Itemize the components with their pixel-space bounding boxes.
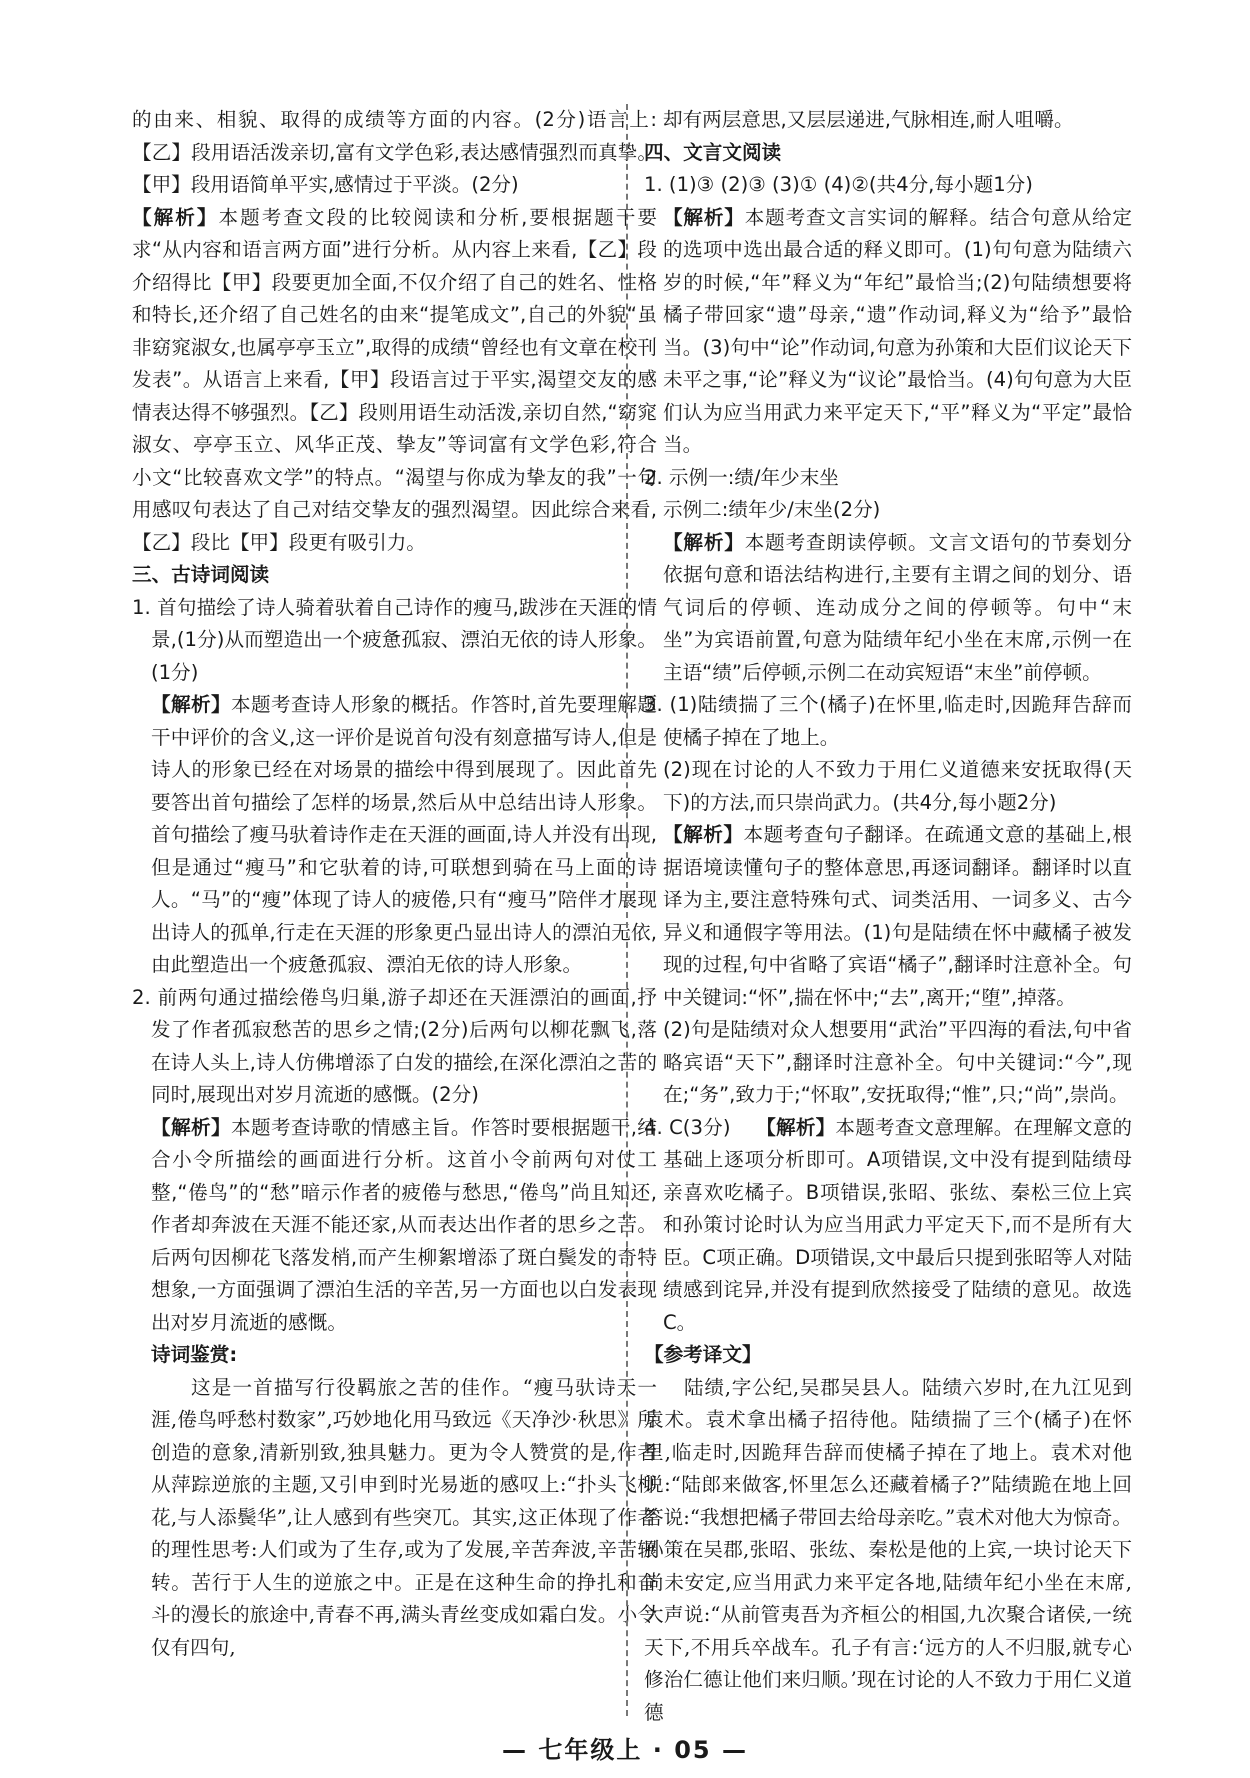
page-footer: — 七年级上 · 05 — (502, 1736, 748, 1764)
analysis-text: 本题考查文言实词的解释。结合句意从给定的选项中选出最合适的释义即可。(1)句句意为陆绩六岁的时候,“年”释义为“年纪”最恰当;(2)句陆绩想要将橘子带回家“遗”母亲,“遗”作动词,释义为“给予”最恰当。(3)句中“论”作动词,句意为孙策和大臣们议论天下未平之事,“论”释义为“议论”最恰当。(4)句句意为大臣们认为应当用武力来平定天下,“平”释义为“平定”最恰当。 (663, 205, 1133, 456)
section-heading-poetry: 三、古诗词阅读 (132, 563, 270, 586)
right-column (644, 104, 1132, 1729)
question-2-answer-b: 示例二:绩年少/末坐(2分) (663, 498, 881, 521)
question-3-analysis-b: (2)句是陆绩对众人想要用“武治”平四海的看法,句中省略宾语“天下”,翻译时注意补全。句中关键词:“今”,现在;“务”,致力于;“怀取”,安抚取得;“惟”,只;“尚”,崇尚。 (663, 1018, 1132, 1106)
question-3-answer-b: (2)现在讨论的人不致力于用仁义道德来安抚取得(天下)的方法,而只崇尚武力。(共4分,每小题2分) (663, 758, 1132, 814)
appreciation-continuation: 却有两层意思,又层层递进,气脉相连,耐人咀嚼。 (663, 108, 1074, 131)
question-3-analysis (644, 819, 1132, 1014)
analysis-label: 【解析】 (663, 205, 745, 229)
question-1-answer: 1. (1)③ (2)③ (3)① (4)②(共4分,每小题1分) (644, 173, 1033, 196)
analysis-text: 本题考查朗读停顿。文言文语句的节奏划分依据句意和语法结构进行,主要有主谓之间的划分、语气词后的停顿、连动成分之间的停顿等。句中“末坐”为宾语前置,句意为陆绩年纪小坐在末席,示例一在主语“绩”后停顿,示例二在动宾短语“末坐”前停顿。 (663, 530, 1133, 684)
question-1-analysis (132, 689, 657, 982)
analysis-text: 本题考查句子翻译。在疏通文意的基础上,根据语境读懂句子的整体意思,再逐词翻译。翻译时以直译为主,要注意特殊句式、词类活用、一词多义、古今异义和通假字等用法。(1)句是陆绩在怀中藏橘子被发现的过程,句中省略了宾语“橘子”,翻译时注意补全。句中关键词:“怀”,揣在怀中;“去”,离开;“堕”,掉落。 (663, 823, 1132, 1009)
answer-text: 4. C(3分) (644, 1115, 731, 1139)
analysis-label: 【解析】 (756, 1115, 836, 1139)
question-1-analysis (644, 202, 1132, 462)
question-3-answer: 3. (1)陆绩揣了三个(橘子)在怀里,临走时,因跪拜告辞而使橘子掉在了地上。 (644, 693, 1132, 749)
section-heading-classical: 四、文言文阅读 (644, 140, 782, 164)
question-2-answer: 2. 示例一:绩/年少末坐 (644, 465, 839, 489)
analysis-label: 【解析】 (663, 823, 744, 846)
question-1-answer: 1. 首句描绘了诗人骑着驮着自己诗作的瘦马,跋涉在天涯的情景,(1分)从而塑造出一个疲惫孤寂、漂泊无依的诗人形象。(1分) (132, 595, 657, 684)
analysis-text: 本题考查文段的比较阅读和分析,要根据题干要求“从内容和语言两方面”进行分析。从内容上来看,【乙】段介绍得比【甲】段要更加全面,不仅介绍了自己的姓名、性格和特长,还介绍了自己姓名的由来“提笔成文”,自己的外貌“虽非窈窕淑女,也属亭亭玉立”,取得的成绩“曾经也有文章在校刊发表”。从语言上来看,【甲】段语言过于平实,渴望交友的感情表达得不够强烈。【乙】段则用语生动活泼,亲切自然,“窈窕淑女、亭亭玉立、风华正茂、挚友”等词富有文学色彩,符合小文“比较喜欢文学”的特点。“渴望与你成为挚友的我”一句用感叹句表达了自己对结交挚友的强烈渴望。因此综合来看,【乙】段比【甲】段更有吸引力。 (132, 205, 658, 554)
column-divider (626, 104, 628, 1716)
analysis-text: 本题考查诗人形象的概括。作答时,首先要理解题干中评价的含义,这一评价是说首句没有刻意描写诗人,但是诗人的形象已经在对场景的描绘中得到展现了。因此首先要答出首句描绘了怎样的场景,然后从中总结出诗人形象。首句描绘了瘦马驮着诗作走在天涯的画面,诗人并没有出现,但是通过“瘦马”和它驮着的诗,可联想到骑在马上面的诗人。“马”的“瘦”体现了诗人的疲倦,只有“瘦马”陪伴才展现出诗人的孤单,行走在天涯的形象更凸显出诗人的漂泊无依,由此塑造出一个疲惫孤寂、漂泊无依的诗人形象。 (151, 693, 657, 976)
answer-text: 的由来、相貌、取得的成绩等方面的内容。(2分)语言上:【乙】段用语活泼亲切,富有文学色彩,表达感情强烈而真挚。【甲】段用语简单平实,感情过于平淡。(2分) (132, 108, 657, 196)
question-2-analysis (132, 1112, 657, 1340)
left-column (132, 104, 657, 1664)
analysis-text: 本题考查文意理解。在理解文意的基础上逐项分析即可。A项错误,文中没有提到陆绩母亲喜欢吃橘子。B项错误,张昭、张纮、秦松三位上宾和孙策讨论时认为应当用武力平定天下,而不是所有大臣。C项正确。D项错误,文中最后只提到张昭等人对陆绩感到诧异,并没有提到欣然接受了陆绩的意见。故选C。 (663, 1115, 1133, 1334)
analysis-label: 【解析】 (132, 205, 219, 229)
analysis-text: 本题考查诗歌的情感主旨。作答时要根据题干,结合小令所描绘的画面进行分析。这首小令前两句对仗工整,“倦鸟”的“愁”暗示作者的疲倦与愁思,“倦鸟”尚且知还,作者却奔波在天涯不能还家,从而表达出作者的思乡之苦。后两句因柳花飞落发梢,而产生柳絮增添了斑白鬓发的奇特想象,一方面强调了漂泊生活的辛苦,另一方面也以白发表现出对岁月流逝的感慨。 (151, 1115, 657, 1334)
analysis-paragraph (132, 202, 657, 560)
reference-translation-title: 【参考译文】 (644, 1343, 762, 1366)
appreciation-title: 诗词鉴赏: (151, 1343, 238, 1366)
analysis-label: 【解析】 (151, 1115, 231, 1139)
reference-translation-text: 陆绩,字公纪,吴郡吴县人。陆绩六岁时,在九江见到袁术。袁术拿出橘子招待他。陆绩揣了三个(橘子)在怀里,临走时,因跪拜告辞而使橘子掉在了地上。袁术对他说:“陆郎来做客,怀里怎么还藏着橘子?”陆绩跪在地上回答说:“我想把橘子带回去给母亲吃。”袁术对他大为惊奇。孙策在吴郡,张昭、张纮、秦松是他的上宾,一块讨论天下尚未安定,应当用武力来平定各地,陆绩年纪小坐在末席,大声说:“从前管夷吾为齐桓公的相国,九次聚合诸侯,一统天下,不用兵卒战车。孔子有言:‘远方的人不归服,就专心修治仁德让他们来归顺。’现在讨论的人不致力于用仁义道德 (644, 1375, 1132, 1724)
appreciation-text: 这是一首描写行役羁旅之苦的佳作。“瘦马驮诗天一涯,倦鸟呼愁村数家”,巧妙地化用马致远《天净沙·秋思》所创造的意象,清新别致,独具魅力。更为令人赞赏的是,作者从萍踪逆旅的主题,又引申到时光易逝的感叹上:“扑头飞柳花,与人添鬓华”,让人感到有些突兀。其实,这正体现了作者的理性思考:人们或为了生存,或为了发展,辛苦奔波,辛苦辗转。苦行于人生的逆旅之中。正是在这种生命的挣扎和奋斗的漫长的旅途中,青春不再,满头青丝变成如霜白发。小令仅有四句, (151, 1375, 657, 1659)
question-4-answer (644, 1112, 1132, 1340)
question-2-answer: 2. 前两句通过描绘倦鸟归巢,游子却还在天涯漂泊的画面,抒发了作者孤寂愁苦的思乡之情;(2分)后两句以柳花飘飞,落在诗人头上,诗人仿佛增添了白发的描绘,在深化漂泊之苦的同时,展现出对岁月流逝的感慨。(2分) (132, 985, 657, 1106)
analysis-label: 【解析】 (151, 693, 231, 716)
analysis-label: 【解析】 (663, 530, 745, 554)
question-2-analysis (644, 527, 1132, 690)
